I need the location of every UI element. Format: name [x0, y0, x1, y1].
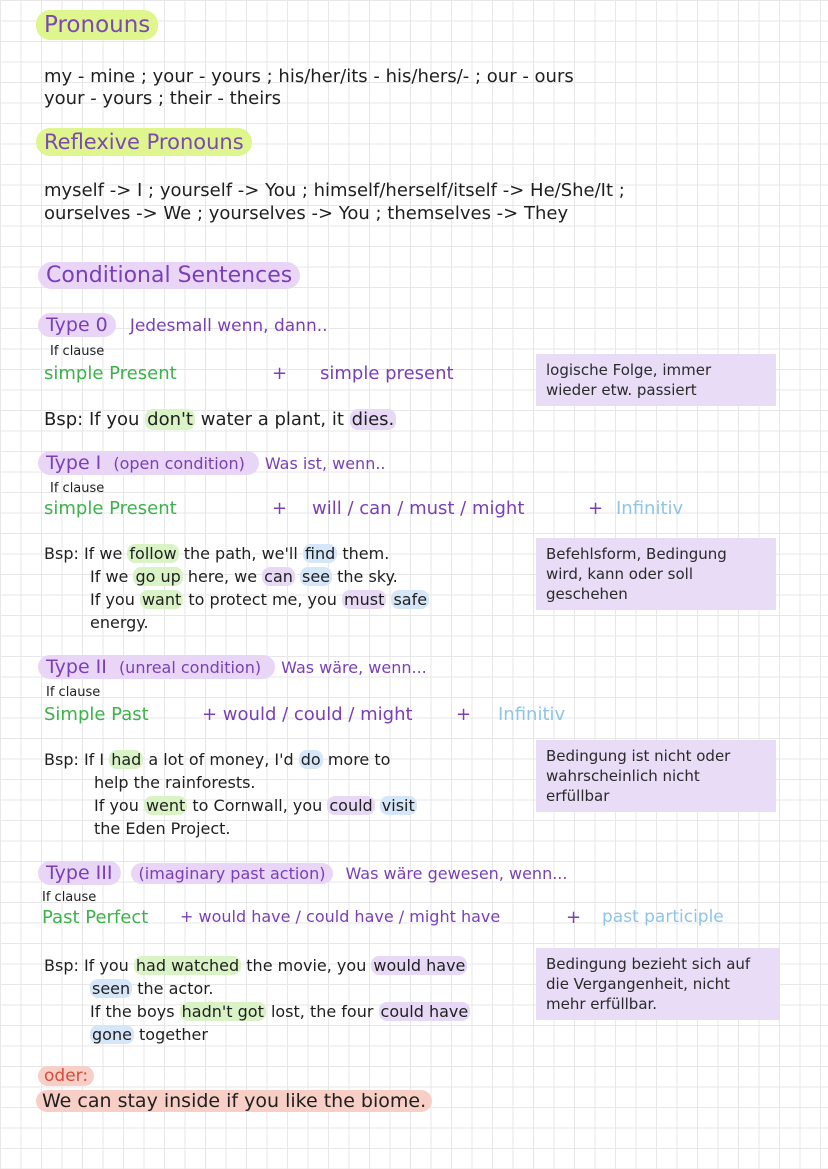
type3-form-c: past participle: [602, 907, 724, 927]
example-verb: went: [145, 796, 186, 815]
type0-note: logische Folge, immer wieder etw. passiert: [536, 354, 776, 406]
type3-title: Type III: [38, 861, 121, 885]
example-verb: visit: [381, 796, 415, 815]
example-text: together: [139, 1025, 208, 1044]
type0-title-row: [38, 314, 328, 336]
type0-example: [44, 408, 396, 431]
type0-if-label: If clause: [50, 344, 105, 359]
example-text: the sky.: [337, 567, 398, 586]
type0-form-a: simple Present: [44, 363, 177, 384]
type3-if-label: If clause: [42, 890, 97, 905]
example-text: them.: [342, 544, 390, 563]
bsp-label: Bsp:: [44, 750, 79, 769]
example-text: to protect me, you: [188, 590, 337, 609]
type0-title: Type 0: [38, 313, 116, 337]
example-text: If you: [83, 956, 129, 975]
example-verb: see: [301, 567, 331, 586]
conditional-heading: Conditional Sentences: [38, 263, 300, 288]
type3-desc: Was wäre gewesen, wenn...: [345, 864, 568, 883]
bsp-label: Bsp:: [44, 544, 79, 563]
example-verb: had: [111, 750, 142, 769]
type1-note: Befehlsform, Bedingung wird, kann oder soll geschehen: [536, 538, 776, 610]
type1-example: [44, 542, 429, 634]
example-verb: dies.: [351, 409, 395, 430]
example-verb: find: [304, 544, 336, 563]
example-verb: do: [300, 750, 321, 769]
example-verb: had watched: [135, 956, 240, 975]
example-text: here, we: [187, 567, 258, 586]
oder-sentence: We can stay inside if you like the biome.: [36, 1090, 432, 1112]
example-text: energy.: [90, 613, 149, 632]
example-text: If you: [90, 590, 135, 609]
type1-title: Type I: [46, 452, 102, 474]
type2-desc: Was wäre, wenn...: [281, 658, 427, 677]
example-verb: could have: [380, 1002, 469, 1021]
example-text: If I: [83, 750, 105, 769]
example-text: If you: [88, 409, 140, 430]
type2-note: Bedingung ist nicht oder wahrscheinlich nicht erfüllbar: [536, 740, 776, 812]
type0-plus: +: [272, 363, 288, 384]
type3-cond: (imaginary past action): [131, 863, 334, 884]
type3-example: [44, 954, 470, 1046]
type0-desc: Jedesmall wenn, dann..: [129, 316, 328, 336]
example-text: If the boys: [90, 1002, 175, 1021]
example-text: a lot of money, I'd: [148, 750, 294, 769]
type1-plus-2: +: [588, 498, 604, 519]
example-verb: don't: [147, 409, 193, 430]
pronouns-heading: Pronouns: [36, 12, 158, 38]
type3-form-a: Past Perfect: [42, 907, 149, 928]
bsp-label: Bsp:: [44, 409, 84, 430]
type3-note: Bedingung bezieht sich auf die Vergangenheit, nicht mehr erfüllbar.: [536, 948, 780, 1020]
pronouns-line-2: your - yours ; their - theirs: [44, 88, 281, 109]
example-text: the movie, you: [246, 956, 367, 975]
example-verb: seen: [92, 979, 131, 998]
example-text: If we: [90, 567, 129, 586]
type1-form-c: Infinitiv: [616, 498, 684, 519]
type2-example: [44, 748, 417, 840]
type2-cond: (unreal condition): [118, 658, 262, 677]
example-verb: go up: [135, 567, 181, 586]
example-text: to Cornwall, you: [192, 796, 323, 815]
type3-form-b: + would have / could have / might have: [180, 907, 501, 926]
type2-form-c: Infinitiv: [498, 704, 566, 725]
type2-form-b: + would / could / might: [202, 704, 413, 725]
example-text: If you: [94, 796, 139, 815]
example-text: If we: [83, 544, 123, 563]
example-verb: safe: [393, 590, 428, 609]
reflexive-line-1: myself -> I ; yourself -> You ; himself/herself/itself -> He/She/It ;: [44, 180, 625, 201]
type2-if-label: If clause: [46, 685, 101, 700]
pronouns-line-1: my - mine ; your - yours ; his/her/its - his/hers/- ; our - ours: [44, 66, 574, 87]
type1-form-a: simple Present: [44, 498, 177, 519]
example-text: more to: [327, 750, 391, 769]
example-verb: follow: [129, 544, 177, 563]
type2-form-a: Simple Past: [44, 704, 149, 725]
type1-if-label: If clause: [50, 481, 105, 496]
oder-label: oder:: [38, 1066, 94, 1086]
type2-plus-2: +: [456, 704, 472, 725]
bsp-label: Bsp:: [44, 956, 79, 975]
reflexive-heading: Reflexive Pronouns: [36, 130, 252, 154]
type3-title-row: [38, 862, 567, 884]
example-verb: can: [264, 567, 293, 586]
type1-plus-1: +: [272, 498, 288, 519]
type3-plus-2: +: [566, 907, 582, 928]
reflexive-line-2: ourselves -> We ; yourselves -> You ; themselves -> They: [44, 203, 569, 224]
example-verb: would have: [373, 956, 466, 975]
type1-form-b: will / can / must / might: [312, 498, 525, 519]
type2-title-row: [38, 656, 427, 678]
example-text: the actor.: [137, 979, 214, 998]
example-text: the Eden Project.: [94, 819, 231, 838]
type1-cond: (open condition): [113, 454, 245, 473]
example-verb: gone: [92, 1025, 132, 1044]
example-text: lost, the four: [270, 1002, 374, 1021]
example-verb: want: [141, 590, 182, 609]
example-text: the path, we'll: [183, 544, 298, 563]
type1-title-row: [38, 452, 386, 474]
type1-desc: Was ist, wenn..: [264, 454, 386, 473]
type0-form-b: simple present: [320, 363, 454, 384]
example-verb: could: [329, 796, 373, 815]
example-text: help the rainforests.: [94, 773, 256, 792]
example-verb: hadn't got: [181, 1002, 264, 1021]
example-text: water a plant, it: [200, 409, 344, 430]
example-verb: must: [344, 590, 385, 609]
type2-title: Type II: [46, 656, 107, 678]
